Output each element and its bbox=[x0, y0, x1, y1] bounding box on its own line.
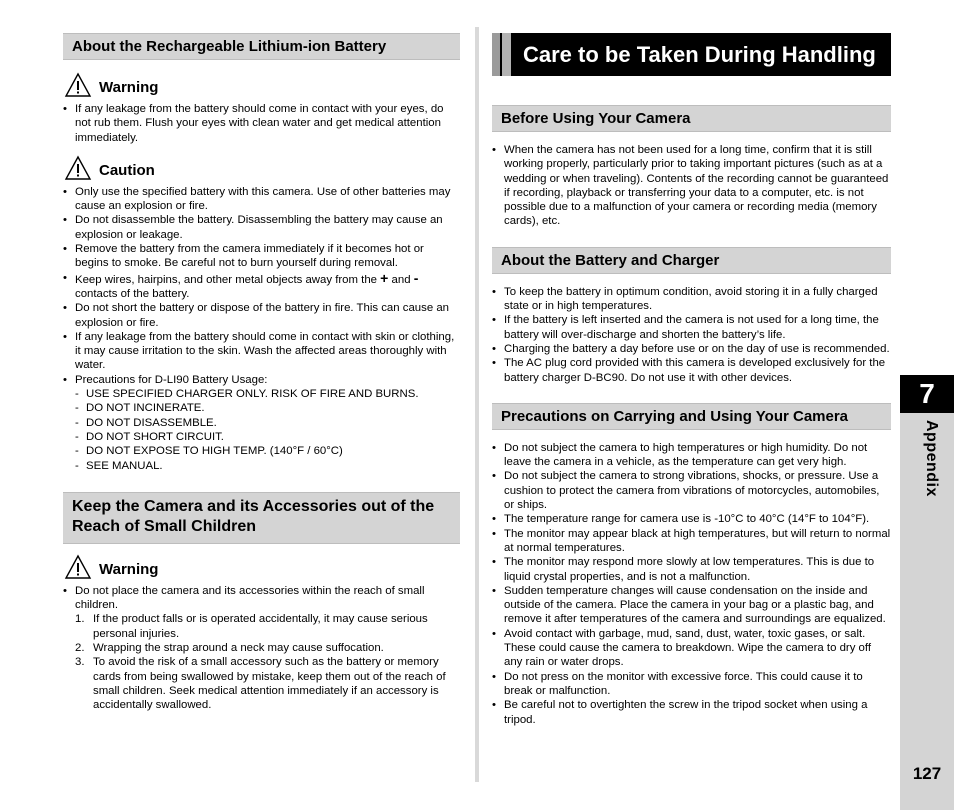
list-item: • Do not subject the camera to high temperatures or high humidity. Do not leave the camera in a vehicle, as the temperature can get very high. bbox=[492, 441, 891, 470]
list-item: • Do not place the camera and its accessories within the reach of small children. 1. If the product falls or is operated accidentally, it may cause serious personal injuries. 2. Wrapping the strap around a neck may cause suffocation. 3. To avoid the risk of a small accessory such as the battery or memory cards from being swallowed by mistake, keep them out of the reach of small children. Seek medical attention immediately if an accessory is accidentally swallowed. bbox=[63, 584, 460, 713]
list-item: • If the battery is left inserted and the camera is not used for a long time, the battery will over-discharge and shorten the battery’s life. bbox=[492, 313, 891, 342]
battery-charger-heading: About the Battery and Charger bbox=[492, 247, 891, 274]
title-stripe bbox=[502, 33, 511, 76]
warning-label: Warning bbox=[99, 79, 159, 96]
numbered-list bbox=[75, 612, 460, 712]
precaution-item: - SEE MANUAL. bbox=[75, 459, 460, 473]
left-column bbox=[63, 33, 460, 713]
numbered-item: 1. If the product falls or is operated accidentally, it may cause serious personal injuries. bbox=[75, 613, 428, 640]
caution-label: Caution bbox=[99, 161, 155, 179]
precaution-item: - DO NOT EXPOSE TO HIGH TEMP. (140°F / 60°C) bbox=[75, 444, 460, 458]
list-item: • If any leakage from the battery should come in contact with your eyes, do not rub them. Flush your eyes with clean water and get medical attention immediately. bbox=[63, 102, 460, 145]
list-item: • Only use the specified battery with this camera. Use of other batteries may cause an explosion or fire. bbox=[63, 185, 460, 214]
before-list bbox=[492, 143, 891, 229]
caution-list bbox=[63, 185, 460, 473]
precaution-item: - DO NOT DISASSEMBLE. bbox=[75, 416, 460, 430]
precautions-sublist bbox=[75, 387, 460, 473]
list-item: • Do not short the battery or dispose of the battery in fire. This can cause an explosion or fire. bbox=[63, 301, 460, 330]
warning-icon bbox=[64, 72, 92, 98]
carrying-section-heading: Precautions on Carrying and Using Your Camera bbox=[492, 403, 891, 430]
list-item: • The monitor may respond more slowly at low temperatures. This is due to liquid crystal properties, and is not a malfunction. bbox=[492, 555, 891, 584]
page-title-bar bbox=[492, 33, 891, 76]
numbered-item: 3. To avoid the risk of a small accessory such as the battery or memory cards from being swallowed by mistake, keep them out of the reach of small children. Seek medical attention immediately if an accessory is accidentally swallowed. bbox=[75, 656, 446, 712]
list-item: • Do not press on the monitor with excessive force. This could cause it to break or malfunction. bbox=[492, 670, 891, 699]
column-divider bbox=[475, 27, 479, 782]
list-item: • Do not subject the camera to strong vibrations, shocks, or pressure. Use a cushion to protect the camera from vibrations of motorcycles, automobiles, or ships. bbox=[492, 469, 891, 512]
warning-list bbox=[63, 102, 460, 145]
precaution-item: - DO NOT SHORT CIRCUIT. bbox=[75, 430, 460, 444]
list-item: • Keep wires, hairpins, and other metal objects away from the + and - contacts of the battery. bbox=[63, 271, 460, 302]
list-item: • Remove the battery from the camera immediately if it becomes hot or begins to smoke. Be careful not to burn yourself during removal. bbox=[63, 242, 460, 271]
carrying-list bbox=[492, 441, 891, 727]
list-item: • To keep the battery in optimum condition, avoid storing it in a fully charged state or in high temperatures. bbox=[492, 285, 891, 314]
page-title: Care to be Taken During Handling bbox=[523, 42, 876, 67]
precaution-item: - DO NOT INCINERATE. bbox=[75, 401, 460, 415]
children-section-heading: Keep the Camera and its Accessories out of the Reach of Small Children bbox=[63, 492, 460, 544]
list-item: • Precautions for D-LI90 Battery Usage: - USE SPECIFIED CHARGER ONLY. RISK OF FIRE AND BURNS. - DO NOT INCINERATE. - DO NOT DISASSEMBLE. - DO NOT SHORT CIRCUIT. - DO NOT EXPOSE TO HIGH TEMP. (140°F / 60°C) - SEE MANUAL. bbox=[63, 373, 460, 473]
list-item: • If any leakage from the battery should come in contact with skin or clothing, it may cause irritation to the skin. Wash the affected areas thoroughly with water. bbox=[63, 330, 460, 373]
title-stripe bbox=[492, 33, 500, 76]
list-item: • The temperature range for camera use is -10°C to 40°C (14°F to 104°F). bbox=[492, 512, 891, 526]
warning-label: Warning bbox=[99, 560, 159, 578]
precaution-item: - USE SPECIFIED CHARGER ONLY. RISK OF FIRE AND BURNS. bbox=[75, 387, 460, 401]
before-section-heading: Before Using Your Camera bbox=[492, 105, 891, 132]
list-item: • Avoid contact with garbage, mud, sand, dust, water, toxic gases, or salt. These could cause the camera to breakdown. Wipe the camera to dry off any rain or water drops. bbox=[492, 627, 891, 670]
list-item: • Do not disassemble the battery. Disassembling the battery may cause an explosion or leakage. bbox=[63, 213, 460, 242]
warning-icon bbox=[64, 554, 92, 580]
page-number: 127 bbox=[912, 764, 942, 783]
caution-notice bbox=[63, 155, 460, 181]
list-item: • When the camera has not been used for a long time, confirm that it is still working properly, particularly prior to taking important pictures (such as at a wedding or when traveling). Contents of the recording cannot be guaranteed if recording, playback or transferring your data to a computer, etc. is not possible due to a malfunction of your camera or recording media (memory cards), etc. bbox=[492, 143, 891, 229]
list-item: • Sudden temperature changes will cause condensation on the inside and outside of the camera. Place the camera in your bag or a plastic bag, and remove it after temperatures of the camera and surroundings are equalized. bbox=[492, 584, 891, 627]
list-item: • Be careful not to overtighten the screw in the tripod socket when using a tripod. bbox=[492, 698, 891, 727]
chapter-label: Appendix bbox=[923, 420, 940, 497]
children-warning-list bbox=[63, 584, 460, 713]
warning-notice-2 bbox=[63, 554, 460, 580]
battery-charger-list bbox=[492, 285, 891, 385]
numbered-item: 2. Wrapping the strap around a neck may cause suffocation. bbox=[75, 642, 384, 655]
list-item: • The monitor may appear black at high temperatures, but will return to normal at normal temperatures. bbox=[492, 527, 891, 556]
caution-icon bbox=[64, 155, 92, 181]
list-item: • Charging the battery a day before use or on the day of use is recommended. bbox=[492, 342, 891, 356]
list-item: • The AC plug cord provided with this camera is developed exclusively for the battery charger D-BC90. Do not use it with other devices. bbox=[492, 356, 891, 385]
right-column bbox=[492, 33, 891, 727]
battery-section-heading: About the Rechargeable Lithium-ion Battery bbox=[63, 33, 460, 60]
warning-notice bbox=[63, 72, 460, 98]
chapter-number: 7 bbox=[900, 375, 954, 413]
